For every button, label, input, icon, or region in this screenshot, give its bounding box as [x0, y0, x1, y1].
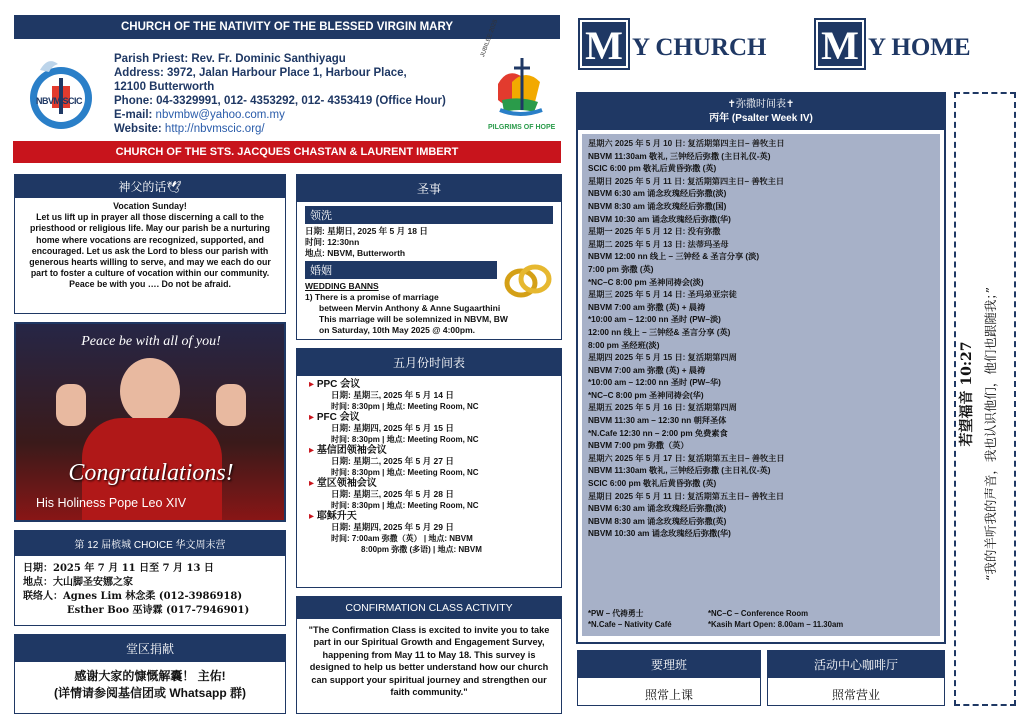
baptism-header: 领洗: [305, 206, 553, 224]
mass-schedule-box: ✝弥撒时间表✝ 丙年 (Psalter Week IV) 星期六 2025 年 5 月 10 日: 复活期第四主日– 善牧主日 NBVM 11:30am 敬礼, 三钟经后弥撒 (主日礼仪-英) SCIC 6:00 pm 敬礼后黄昏弥撒 (英) 星期日 2025 年 5 月 11 日: 复活期第四主日– 善牧主日 NBVM 6:30 am 诵念玫瑰经后弥撒(淡) NBVM 8:30 am 诵念玫瑰经后弥撒(国) NBVM 10:30 am 诵念玫瑰经后弥撒(华) 星期一 2025 年 5 月 12 日: 没有弥撒 星期二 2025 年 5 月 13 日: 法蒂玛圣母 NBVM 12:00 nn 线上 – 三钟经 & 圣言分享 (淡) 7:00 pm 弥撒 (英) *NC–C 8:00 pm 圣神同祷会(淡) 星期三 2025 年 5 月 14 日: 圣玛弟亚宗徒 NBVM 7:00 am 弥撒 (英) + 晨祷 *10:00 am – 12:00 nn 圣时 (PW–淡) 12:00 nn 线上 – 三钟经& 圣言分享 (英) 8:00 pm 圣经班(淡) 星期四 2025 年 5 月 15 日: 复活期第四周 NBVM 7:00 am 弥撒 (英) + 晨祷 *10:00 am – 12:00 nn 圣时 (PW–华) *NC–C 8:00 pm 圣神同祷会(华) 星期五 2025 年 5 月 16 日: 复活期第四周 NBVM 11:30 am – 12:30 nn 朝拜圣体 *N.Cafe 12:30 nn – 2:00 pm 免费素食 NBVM 7:00 pm 弥撒（英） 星期六 2025 年 5 月 17 日: 复活期第五主日– 善牧主日 NBVM 11:30am 敬礼, 三钟经后弥撒 (主日礼仪-英) SCIC 6:00 pm 敬礼后黄昏弥撒 (英) 星期日 2025 年 5 月 11 日: 复活期第五主日– 善牧主日 NBVM 6:30 am 诵念玫瑰经后弥撒(淡) NBVM 8:30 am 诵念玫瑰经后弥撒(英) NBVM 10:30 am 诵念玫瑰经后弥撒(华) *PW – 代祷勇士 *NC–C – Conference Room *N.Cafe – Nativity Café *Kasih Mart Open: 8.00am – 11.30am: [576, 92, 946, 644]
pope-hand-right: [216, 384, 246, 426]
schedule-line: 星期六 2025 年 5 月 17 日: 复活期第五主日– 善牧主日: [588, 453, 785, 463]
schedule-line: NBVM 12:00 nn 线上 – 三钟经 & 圣言分享 (淡): [588, 252, 760, 262]
parish-info: Parish Priest: Rev. Fr. Dominic Santhiyagu Address: 3972, Jalan Harbour Place 1, Harbour Place, 12100 Butterworth Phone: 04-3329991, 012- 4353292, 012- 4353419 (Office Hour) E-mail: nbvmbw@yahoo.com.my Website: http://nbvmscic.org/: [114, 53, 446, 135]
bullet-icon: ▸: [309, 379, 317, 390]
bullet-icon: ▸: [309, 478, 317, 489]
schedule-line: SCIC 6:00 pm 敬礼后黄昏弥撒 (英): [588, 164, 717, 174]
schedule-line: *10:00 am – 12:00 nn 圣时 (PW–淡): [588, 315, 721, 325]
schedule-line: 12:00 nn 线上 – 三钟经& 圣言分享 (英): [588, 327, 731, 337]
schedule-line: SCIC 6:00 pm 敬礼后黄昏弥撒 (英): [588, 479, 717, 489]
schedule-line: NBVM 10:30 am 诵念玫瑰经后弥撒(华): [588, 214, 731, 224]
parish-logo: NBVM SCIC: [22, 48, 100, 132]
schedule-line: NBVM 7:00 am 弥撒 (英) + 晨祷: [588, 302, 706, 312]
catechism-box: 要理班 照常上课: [577, 650, 761, 706]
schedule-line: NBVM 11:30 am – 12:30 nn 朝拜圣体: [588, 416, 727, 426]
schedule-line: NBVM 8:30 am 诵念玫瑰经后弥撒(英): [588, 516, 727, 526]
schedule-line: 星期三 2025 年 5 月 14 日: 圣玛弟亚宗徒: [588, 290, 737, 300]
masthead: M Y CHURCH M Y HOME: [576, 14, 1016, 78]
marriage-header: 婚姻: [305, 261, 497, 279]
pope-image: Peace be with all of you! Congratulations! His Holiness Pope Leo XIV: [14, 322, 286, 522]
schedule-line: 星期日 2025 年 5 月 11 日: 复活期第四主日– 善牧主日: [588, 176, 785, 186]
schedule-line: 7:00 pm 弥撒 (英): [588, 264, 654, 274]
schedule-line: NBVM 7:00 pm 弥撒（英）: [588, 441, 689, 451]
donation-box: 堂区捐献 感谢大家的慷慨解囊！ 主佑! (详情请参阅基信团或 Whatsapp 群): [14, 634, 286, 714]
sacraments-box: 圣事 领洗 日期: 星期日, 2025 年 5 月 18 日 时间: 12:30nn 地点: NBVM, Butterworth 婚姻 WEDDING BANNS 1) There is a promise of marriage between Mervin Anthony & Anne Sugaarthini This marriage will be solemnized in NBVM, BW on Saturday, 10th May 2025 @ 4:00pm.: [296, 174, 562, 340]
schedule-line: NBVM 8:30 am 诵念玫瑰经后弥撒(国): [588, 201, 727, 211]
schedule-line: 星期五 2025 年 5 月 16 日: 复活期第四周: [588, 403, 737, 413]
schedule-line: *NC–C 8:00 pm 圣神同祷会(华): [588, 390, 704, 400]
schedule-line: NBVM 7:00 am 弥撒 (英) + 晨祷: [588, 365, 706, 375]
wedding-rings-icon: [503, 261, 553, 301]
schedule-line: *10:00 am – 12:00 nn 圣时 (PW–华): [588, 378, 721, 388]
website-link[interactable]: http://nbvmscic.org/: [164, 123, 265, 135]
schedule-line: 星期一 2025 年 5 月 12 日: 没有弥撒: [588, 227, 721, 237]
schedule-line: 8:00 pm 圣经班(淡): [588, 340, 660, 350]
choice-camp-box: 第 12 届槟城 CHOICE 华文周末营 日期：2025 年 7 月 11 日至 7 月 13 日 地点：大山脚圣安娜之家 联络人：Agnes Lim 林念柔 (012-3986918) Esther Boo 巫诗霖 (017-7946901): [14, 530, 286, 626]
schedule-line: 星期四 2025 年 5 月 15 日: 复活期第四周: [588, 353, 737, 363]
schedule-line: 星期六 2025 年 5 月 10 日: 复活期第四主日– 善牧主日: [588, 139, 785, 148]
pope-hand-left: [56, 384, 86, 426]
priest-word-box: 神父的话🕊 Vocation Sunday! Let us lift up in prayer all those discerning a call to the priesthood or religious life. May our parish be a nurturing home where vocations are recognized, supported, and encouraged. Let us ask the Lord to bless our parish with generous hearts willing to serve, and may we each do our part to foster a culture of vocation within our community. Peace be with you …. Do not be afraid.: [14, 174, 286, 314]
schedule-line: *N.Cafe 12:30 nn – 2:00 pm 免费素食: [588, 428, 728, 438]
schedule-line: NBVM 11:30am 敬礼, 三钟经后弥撒 (主日礼仪-英): [588, 466, 771, 476]
schedule-line: NBVM 6:30 am 诵念玫瑰经后弥撒(淡): [588, 189, 727, 199]
may-schedule-box: 五月份时间表 ▸ PPC 会议 日期: 星期三, 2025 年 5 月 14 日 时间: 8:30pm | 地点: Meeting Room, NC ▸ PFC 会议 日期: 星期四, 2025 年 5 月 15 日 时间: 8:30pm | 地点: Meeting Room, NC ▸ 基信团领袖会议 日期: 星期二, 2025 年 5 月 27 日 时间: 8:30pm | 地点: Meeting Room, NC ▸ 堂区领袖会议 日期: 星期三, 2025 年 5 月 28 日 时间: 8:30pm | 地点: Meeting Room, NC ▸ 耶稣升天 日期: 星期四, 2025 年 5 月 29 日 时间: 7:00am 弥撒（英） | 地点: NBVM 8:00pm 弥撒 (多语) | 地点: NBVM: [296, 348, 562, 588]
gospel-box: 若望福音 10:27 “我的羊听我的声音，我也认识他们，他们也跟随我；”: [954, 92, 1016, 706]
cafe-box: 活动中心咖啡厅 照常营业: [767, 650, 945, 706]
church2-bar: CHURCH OF THE STS. JACQUES CHASTAN & LAURENT IMBERT: [13, 141, 561, 163]
pope-face: [120, 358, 180, 424]
bullet-icon: ▸: [309, 412, 317, 423]
email-link[interactable]: nbvmbw@yahoo.com.my: [155, 109, 285, 121]
schedule-line: NBVM 10:30 am 诵念玫瑰经后弥撒(华): [588, 529, 731, 539]
bullet-icon: ▸: [309, 511, 317, 522]
schedule-line: NBVM 11:30am 敬礼, 三钟经后弥撒 (主日礼仪-英): [588, 151, 771, 161]
jubilee-logo: JUBILEE 2025 PILGRIMS OF HOPE: [480, 19, 556, 131]
schedule-line: *NC–C 8:00 pm 圣神同祷会(淡): [588, 277, 704, 287]
bullet-icon: ▸: [309, 445, 317, 456]
church-title-bar: CHURCH OF THE NATIVITY OF THE BLESSED VIRGIN MARY: [14, 15, 560, 39]
confirmation-box: CONFIRMATION CLASS ACTIVITY "The Confirmation Class is excited to invite you to take part in our Spiritual Growth and Engagement Survey, happening from May 11 to May 18. This survey is designed to help us better understand how our church can support your spiritual journey and strengthen our faith community.": [296, 596, 562, 714]
schedule-line: 星期二 2025 年 5 月 13 日: 法蒂玛圣母: [588, 239, 729, 249]
schedule-line: NBVM 6:30 am 诵念玫瑰经后弥撒(淡): [588, 504, 727, 514]
mass-schedule-list: [582, 134, 940, 636]
schedule-line: 星期日 2025 年 5 月 11 日: 复活期第五主日– 善牧主日: [588, 491, 785, 501]
